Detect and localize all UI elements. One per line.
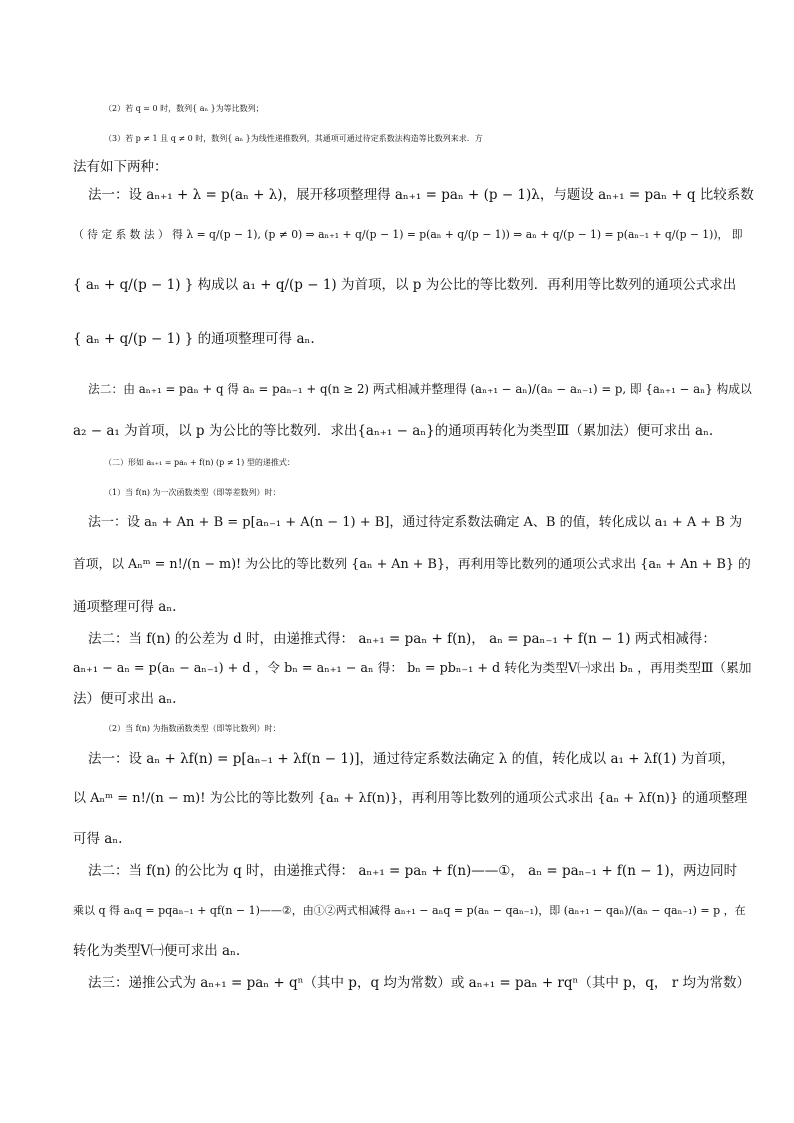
section-heading: （二）形如 aₙ₊₁ = paₙ + f(n) (p ≠ 1) 型的递推式：	[104, 458, 295, 467]
text-line: 通项整理可得 aₙ.	[73, 599, 177, 615]
text-line: 法二：由 aₙ₊₁ = paₙ + q 得 aₙ = paₙ₋₁ + q(n ≥ 2) 两式相减并整理得 (aₙ₊₁ − aₙ)/(aₙ − aₙ₋₁) = p, 即 {aₙ₊₁ − aₙ} 构成以	[88, 382, 752, 396]
text-line: 法一：设 aₙ + An + B = p[aₙ₋₁ + A(n − 1) + B]，通过待定系数法确定 A、B 的值，转化成以 a₁ + A + B 为	[88, 515, 743, 530]
text-line: （ 待 定 系 数 法 ） 得 λ = q/(p − 1), (p ≠ 0) ⇒ aₙ₊₁ + q/(p − 1) = p(aₙ + q/(p − 1)) ⇒ aₙ + q/(p − 1) = p(aₙ₋₁ + q/(p − 1))， 即	[73, 228, 743, 241]
text-line: 可得 aₙ.	[73, 831, 123, 847]
text-line: 法二：当 f(n) 的公比为 q 时，由递推式得： aₙ₊₁ = paₙ + f(n)——①， aₙ = paₙ₋₁ + f(n − 1)，两边同时	[88, 863, 738, 879]
text-line: （2）当 f(n) 为指数函数类型（即等比数列）时：	[104, 724, 281, 733]
text-line: aₙ₊₁ − aₙ = p(aₙ − aₙ₋₁) + d ，令 bₙ = aₙ₊₁ − aₙ 得： bₙ = pbₙ₋₁ + d 转化为类型Ⅴ㈠求出 bₙ ，再用类型Ⅲ（累加	[73, 661, 752, 676]
text-line: （3）若 p ≠ 1 且 q ≠ 0 时，数列{ aₙ }为线性递推数列，其通项可通过待定系数法构造等比数列来求．方	[104, 134, 483, 143]
text-line: 以 Aₙᵐ = n!/(n − m)! 为公比的等比数列 {aₙ + λf(n)}，再利用等比数列的通项公式求出 {aₙ + λf(n)} 的通项整理	[73, 791, 748, 806]
text-line: 乘以 q 得 aₙq = pqaₙ₋₁ + qf(n − 1)——②，由①②两式相减得 aₙ₊₁ − aₙq = p(aₙ − qaₙ₋₁)，即 (aₙ₊₁ − qaₙ)/(aₙ − qaₙ₋₁) = p ，在	[73, 904, 746, 917]
text-line: 首项，以 Aₙᵐ = n!/(n − m)! 为公比的等比数列 {aₙ + An + B}，再利用等比数列的通项公式求出 {aₙ + An + B} 的	[73, 557, 751, 572]
text-line: 法）便可求出 aₙ.	[73, 691, 177, 707]
text-line: （1）当 f(n) 为一次函数类型（即等差数列）时：	[104, 488, 281, 497]
text-line: 法三：递推公式为 aₙ₊₁ = paₙ + qⁿ（其中 p，q 均为常数）或 aₙ₊₁ = paₙ + rqⁿ（其中 p，q， r 均为常数）	[88, 975, 750, 991]
text-line: 法一：设 aₙ + λf(n) = p[aₙ₋₁ + λf(n − 1)]，通过待定系数法确定 λ 的值，转化成以 a₁ + λf(1) 为首项，	[88, 751, 735, 767]
text-line: （2）若 q = 0 时，数列{ aₙ }为等比数列；	[104, 104, 264, 113]
text-line: 法一：设 aₙ₊₁ + λ = p(aₙ + λ)，展开移项整理得 aₙ₊₁ = paₙ + (p − 1)λ，与题设 aₙ₊₁ = paₙ + q 比较系数	[88, 187, 754, 203]
text-line: 法二：当 f(n) 的公差为 d 时，由递推式得： aₙ₊₁ = paₙ + f(n)， aₙ = paₙ₋₁ + f(n − 1) 两式相减得：	[88, 631, 716, 647]
text-line: 转化为类型Ⅴ㈠便可求出 aₙ.	[73, 943, 241, 959]
text-line: 法有如下两种：	[73, 159, 168, 175]
text-line: a₂ − a₁ 为首项，以 p 为公比的等比数列．求出{aₙ₊₁ − aₙ}的通项再转化为类型Ⅲ（累加法）便可求出 aₙ.	[73, 423, 714, 439]
text-line: { aₙ + q/(p − 1) } 的通项整理可得 aₙ.	[73, 331, 315, 347]
text-line: { aₙ + q/(p − 1) } 构成以 a₁ + q/(p − 1) 为首项，以 p 为公比的等比数列．再利用等比数列的通项公式求出	[73, 277, 737, 293]
